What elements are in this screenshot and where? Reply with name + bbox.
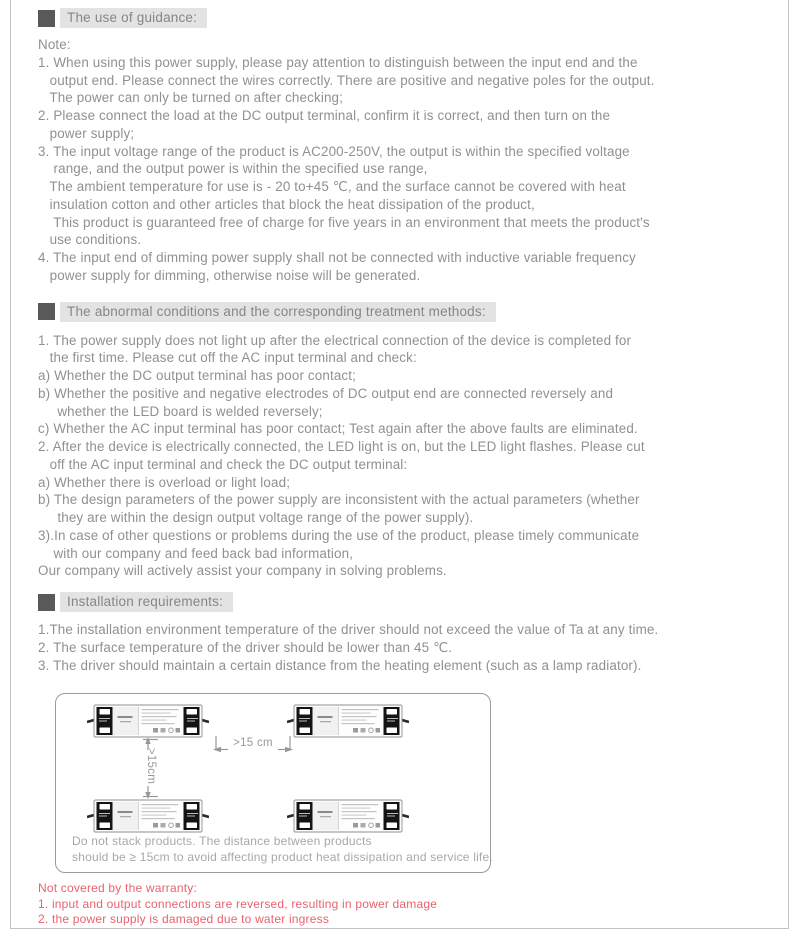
text-line: 2. Please connect the load at the DC output terminal, confirm it is correct, and then turn on the [38, 108, 611, 123]
text-line: Do not stack products. The distance between products [72, 834, 372, 849]
section-heading-label: The abnormal conditions and the corresponding treatment methods: [60, 302, 496, 322]
text-line: This product is guaranteed free of charge for five years in an environment that meets the product's [38, 214, 650, 230]
text-line: power supply for dimming, otherwise noise will be generated. [38, 267, 421, 283]
text-line: 2. The surface temperature of the driver should be lower than 45 ℃. [38, 639, 453, 655]
text-line: 3. The input voltage range of the product is AC200-250V, the output is within the specified voltage [38, 143, 630, 159]
text-line: Not covered by the warranty: [38, 881, 198, 896]
section-heading-label: Installation requirements: [60, 592, 233, 612]
text-line: 1. When using this power supply, please pay attention to distinguish between the input end and the [38, 54, 638, 70]
text-line: Note: [38, 37, 71, 52]
section-bullet-icon [38, 594, 55, 611]
vertical-spacing-label: >15cm [145, 748, 157, 785]
text-line: 1. The power supply does not light up after the electrical connection of the device is completed for [38, 332, 632, 348]
text-line: c) Whether the AC input terminal has poor contact; Test again after the above faults are eliminated. [38, 421, 638, 437]
installation-spacing-diagram [55, 693, 491, 873]
text-line: range, and the output power is within the specified use range, [38, 161, 428, 177]
led-driver-illustration [287, 704, 409, 740]
led-driver-illustration [287, 799, 409, 835]
section-body [38, 621, 773, 674]
text-line: The ambient temperature for use is - 20 to+45 ℃, and the surface cannot be covered with heat [38, 179, 626, 194]
driver-unit [287, 704, 409, 740]
text-line: 4. The input end of dimming power supply shall not be connected with inductive variable frequency [38, 250, 636, 265]
page-content [38, 8, 773, 927]
section-heading-label: The use of guidance: [60, 8, 207, 28]
section-abnormal-conditions [38, 302, 773, 581]
text-line: a) Whether the DC output terminal has poor contact; [38, 368, 357, 383]
section-heading [38, 592, 773, 612]
led-driver-illustration [87, 799, 209, 835]
text-line: whether the LED board is welded reversely; [38, 403, 323, 419]
text-line: should be ≥ 15cm to avoid affecting product heat dissipation and service life. [72, 849, 493, 864]
text-line: with our company and feed back bad information, [38, 545, 354, 561]
text-line: a) Whether there is overload or light load; [38, 474, 291, 490]
section-body [38, 36, 773, 285]
text-line: off the AC input terminal and check the DC output terminal: [38, 456, 408, 472]
text-line: output end. Please connect the wires correctly. There are positive and negative poles for the output. [38, 72, 655, 88]
section-heading [38, 302, 773, 322]
text-line: power supply; [38, 125, 135, 141]
text-line: 3. The driver should maintain a certain distance from the heating element (such as a lamp radiator). [38, 657, 642, 673]
text-line: 2. After the device is electrically connected, the LED light is on, but the LED light flashes. Please cut [38, 439, 645, 454]
section-heading [38, 8, 773, 28]
text-line: they are within the design output voltage range of the power supply). [38, 510, 474, 525]
text-line: the first time. Please cut off the AC input terminal and check: [38, 350, 417, 366]
text-line: 1. input and output connections are reversed, resulting in power damage [38, 896, 438, 911]
section-installation-requirements [38, 592, 773, 674]
section-use-of-guidance [38, 8, 773, 285]
text-line: The power can only be turned on after checking; [38, 90, 344, 106]
text-line: 3).In case of other questions or problems during the use of the product, please timely communicate [38, 527, 640, 543]
text-line: 2. the power supply is damaged due to water ingress [38, 911, 330, 926]
section-bullet-icon [38, 10, 55, 27]
text-line: 1.The installation environment temperature of the driver should not exceed the value of Ta at any time. [38, 622, 659, 637]
text-line: b) Whether the positive and negative electrodes of DC output end are connected reversely and [38, 385, 614, 401]
text-line: use conditions. [38, 232, 142, 248]
text-line: b) The design parameters of the power supply are inconsistent with the actual parameters (whether [38, 492, 640, 508]
section-body [38, 332, 773, 581]
text-line: insulation cotton and other articles that block the heat dissipation of the product, [38, 196, 535, 212]
driver-unit [87, 704, 209, 740]
diagram-caption [72, 834, 493, 865]
warranty-exclusions [38, 881, 773, 927]
driver-unit [87, 799, 209, 835]
section-bullet-icon [38, 303, 55, 320]
horizontal-spacing-label: >15 cm [233, 737, 273, 750]
driver-unit [287, 799, 409, 835]
led-driver-illustration [87, 704, 209, 740]
text-line: Our company will actively assist your company in solving problems. [38, 563, 447, 579]
